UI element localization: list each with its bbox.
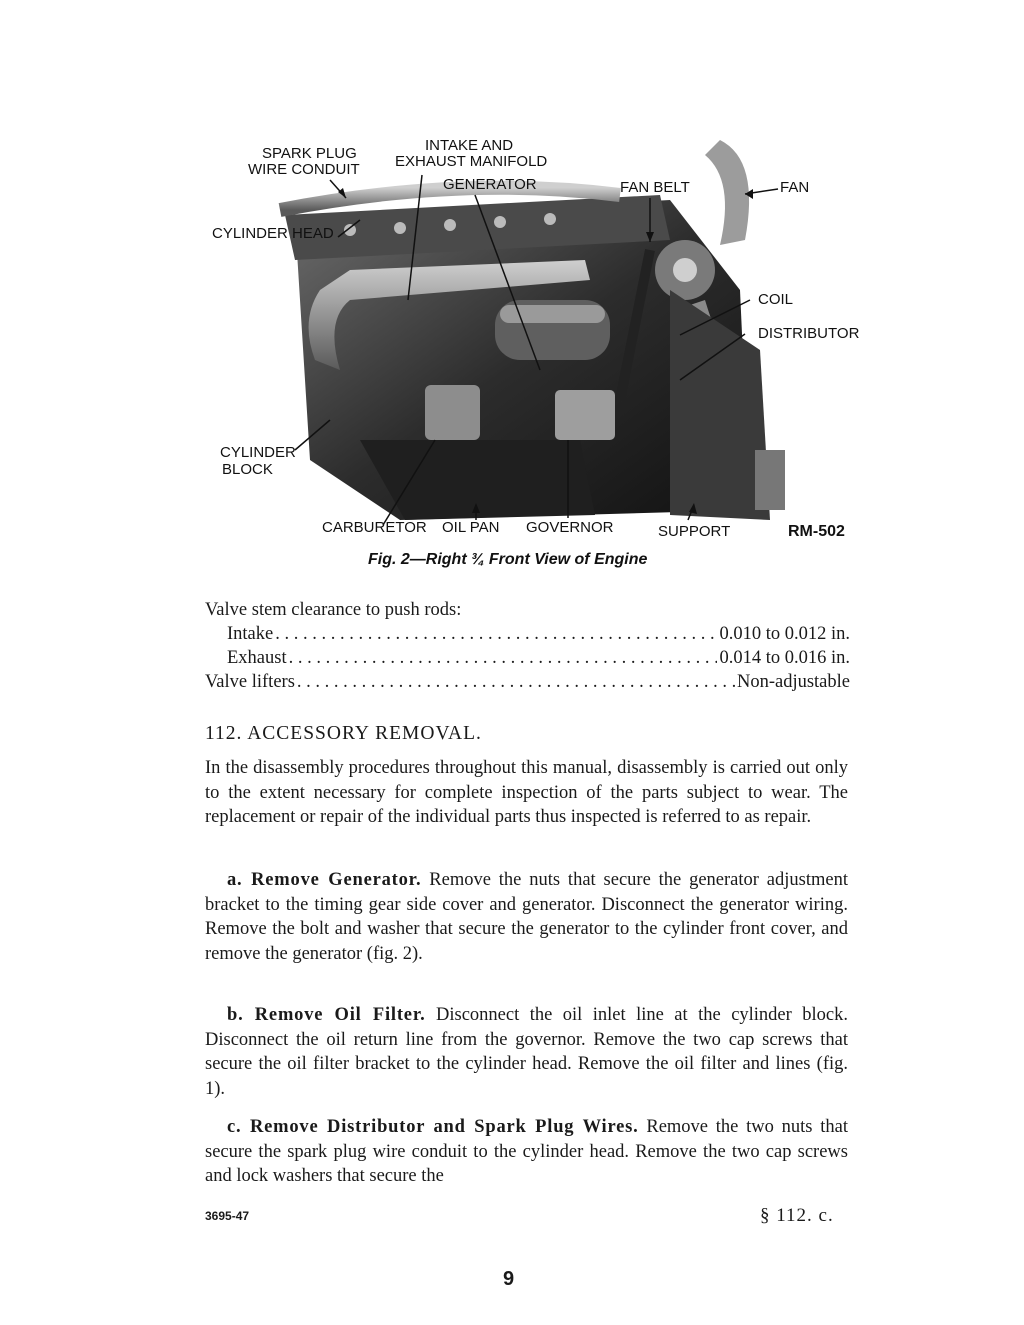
paragraph-b bbox=[205, 1003, 848, 1101]
label-block: BLOCK bbox=[222, 461, 273, 478]
label-exhaust-manifold: EXHAUST MANIFOLD bbox=[395, 153, 548, 170]
section-continuation: § 112. c. bbox=[760, 1205, 834, 1226]
engine-figure bbox=[200, 120, 880, 580]
paragraph-b-heading: b. Remove Oil Filter. bbox=[227, 1005, 426, 1025]
spec-name: Valve lifters bbox=[205, 672, 295, 692]
intro-paragraph: In the disassembly procedures throughout this manual, disassembly is carried out only to the extent necessary for complete inspection of the parts subject to wear. The replacement or repair of the individual parts thus inspected is referred to as repair. bbox=[205, 758, 848, 827]
leader-dots bbox=[297, 670, 735, 694]
label-generator: GENERATOR bbox=[443, 176, 537, 193]
label-cylinder: CYLINDER bbox=[220, 444, 296, 461]
label-intake-and: INTAKE AND bbox=[425, 137, 514, 154]
leader-dots bbox=[275, 622, 717, 646]
label-coil: COIL bbox=[758, 291, 794, 308]
label-fan-belt: FAN BELT bbox=[620, 179, 690, 196]
figure-caption: Fig. 2—Right ¾ Front View of Engine bbox=[368, 551, 648, 568]
figure-code: RM-502 bbox=[788, 523, 845, 540]
engine-illustration bbox=[200, 120, 880, 580]
paragraph-c-heading: c. Remove Distributor and Spark Plug Wires. bbox=[227, 1117, 639, 1137]
page-number: 9 bbox=[503, 1268, 515, 1290]
spec-name: Intake bbox=[227, 624, 274, 644]
label-governor: GOVERNOR bbox=[526, 519, 614, 536]
spec-value: Non-adjustable bbox=[736, 672, 850, 692]
label-spark-plug: SPARK PLUG bbox=[262, 145, 357, 162]
spec-value: 0.010 to 0.012 in. bbox=[719, 624, 850, 644]
leader-dots bbox=[289, 646, 718, 670]
label-cylinder-head: CYLINDER HEAD bbox=[212, 225, 334, 242]
paragraph-a-body: Remove the nuts that secure the generator adjustment bracket to the timing gear side cover and generator. Disconnect the generator wiring. Remove the bolt and washer that secure the generator to the cylinder front cover, and remove the generator (fig. 2). bbox=[205, 870, 848, 964]
spec-row-exhaust bbox=[205, 646, 850, 670]
spec-value: 0.014 to 0.016 in. bbox=[719, 648, 850, 668]
valve-spec-table bbox=[205, 598, 850, 694]
section-title: 112. ACCESSORY REMOVAL. bbox=[205, 723, 482, 744]
label-oil-pan: OIL PAN bbox=[442, 519, 500, 536]
spec-row-lifters bbox=[205, 670, 850, 694]
label-wire-conduit: WIRE CONDUIT bbox=[248, 161, 360, 178]
label-fan: FAN bbox=[780, 179, 810, 196]
label-support: SUPPORT bbox=[658, 523, 731, 540]
spec-row-intake bbox=[205, 622, 850, 646]
paragraph-c bbox=[205, 1115, 848, 1189]
spec-heading: Valve stem clearance to push rods: bbox=[205, 600, 462, 620]
document-number: 3695-47 bbox=[205, 1209, 250, 1223]
paragraph-c-body: Remove the two nuts that secure the spark plug wire conduit to the cylinder head. Remove the two cap screws and lock washers that secure the bbox=[205, 1117, 848, 1186]
paragraph-a-heading: a. Remove Generator. bbox=[227, 870, 422, 890]
label-carburetor: CARBURETOR bbox=[322, 519, 427, 536]
paragraph-a bbox=[205, 868, 848, 966]
paragraph-b-body: Disconnect the oil inlet line at the cylinder block. Disconnect the oil return line from the governor. Remove the two cap screws that secure the oil filter bracket to the cylinder head. Remove the oil filter and lines (fig. 1). bbox=[205, 1005, 848, 1099]
spec-name: Exhaust bbox=[227, 648, 287, 668]
label-distributor: DISTRIBUTOR bbox=[758, 325, 860, 342]
